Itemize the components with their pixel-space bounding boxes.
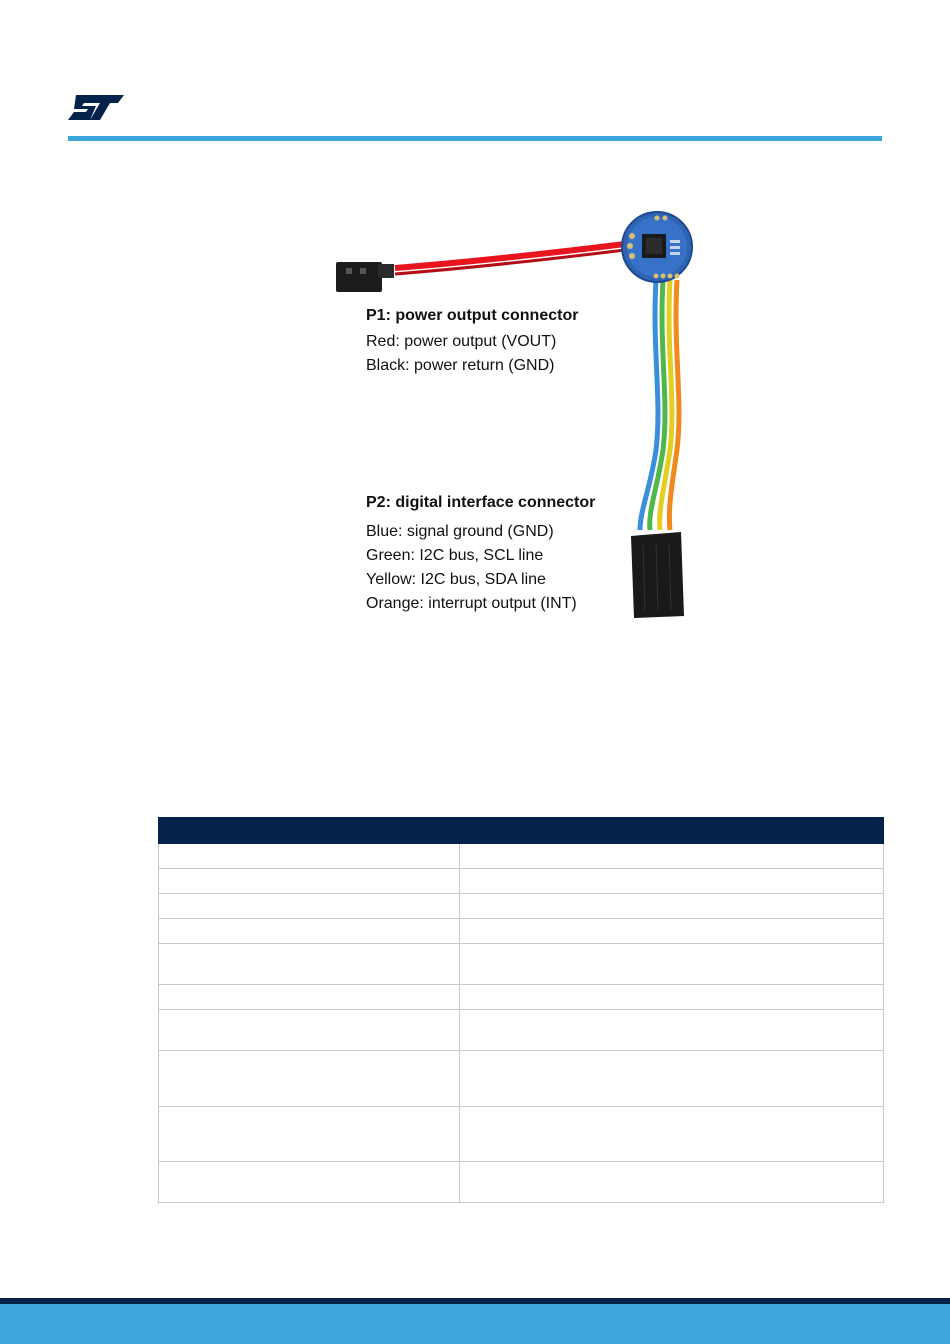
table-cell [460, 869, 884, 894]
p1-line-black: Black: power return (GND) [366, 357, 555, 374]
table-header-row [159, 818, 884, 844]
table-cell [159, 985, 460, 1010]
p1-connector [336, 262, 382, 292]
table-cell [460, 1051, 884, 1107]
table-row [159, 919, 884, 944]
footer-band [0, 1304, 950, 1344]
table-cell [159, 944, 460, 985]
table-cell [460, 844, 884, 869]
table-row [159, 1107, 884, 1162]
p2-line-green: Green: I2C bus, SCL line [366, 547, 544, 564]
p2-line-orange: Orange: interrupt output (INT) [366, 595, 577, 612]
table-cell [460, 985, 884, 1010]
table-header-cell [460, 818, 884, 844]
table-cell [460, 919, 884, 944]
table-cell [159, 844, 460, 869]
table-cell [460, 894, 884, 919]
table-row [159, 844, 884, 869]
table-row [159, 1051, 884, 1107]
st-logo [66, 92, 126, 122]
header-rule [68, 136, 882, 141]
table-row [159, 1162, 884, 1203]
table-cell [460, 944, 884, 985]
sensor-board-figure [320, 200, 700, 630]
table-row [159, 894, 884, 919]
table-cell [460, 1107, 884, 1162]
table-header-cell [159, 818, 460, 844]
table-cell [159, 919, 460, 944]
table-row [159, 869, 884, 894]
table-cell [159, 1162, 460, 1203]
table-cell [460, 1010, 884, 1051]
p2-title: P2: digital interface connector [366, 494, 596, 511]
red-wire-shadow [395, 250, 625, 274]
table-cell [460, 1162, 884, 1203]
table-row [159, 985, 884, 1010]
p2-line-yellow: Yellow: I2C bus, SDA line [366, 571, 546, 588]
p2-line-blue: Blue: signal ground (GND) [366, 523, 554, 540]
table-cell [159, 869, 460, 894]
table-cell [159, 1107, 460, 1162]
table-row [159, 944, 884, 985]
p1-line-red: Red: power output (VOUT) [366, 333, 557, 350]
p1-title: P1: power output connector [366, 307, 579, 324]
spec-table [158, 817, 884, 1203]
table-cell [159, 1051, 460, 1107]
table-cell [159, 1010, 460, 1051]
table-row [159, 1010, 884, 1051]
table-cell [159, 894, 460, 919]
